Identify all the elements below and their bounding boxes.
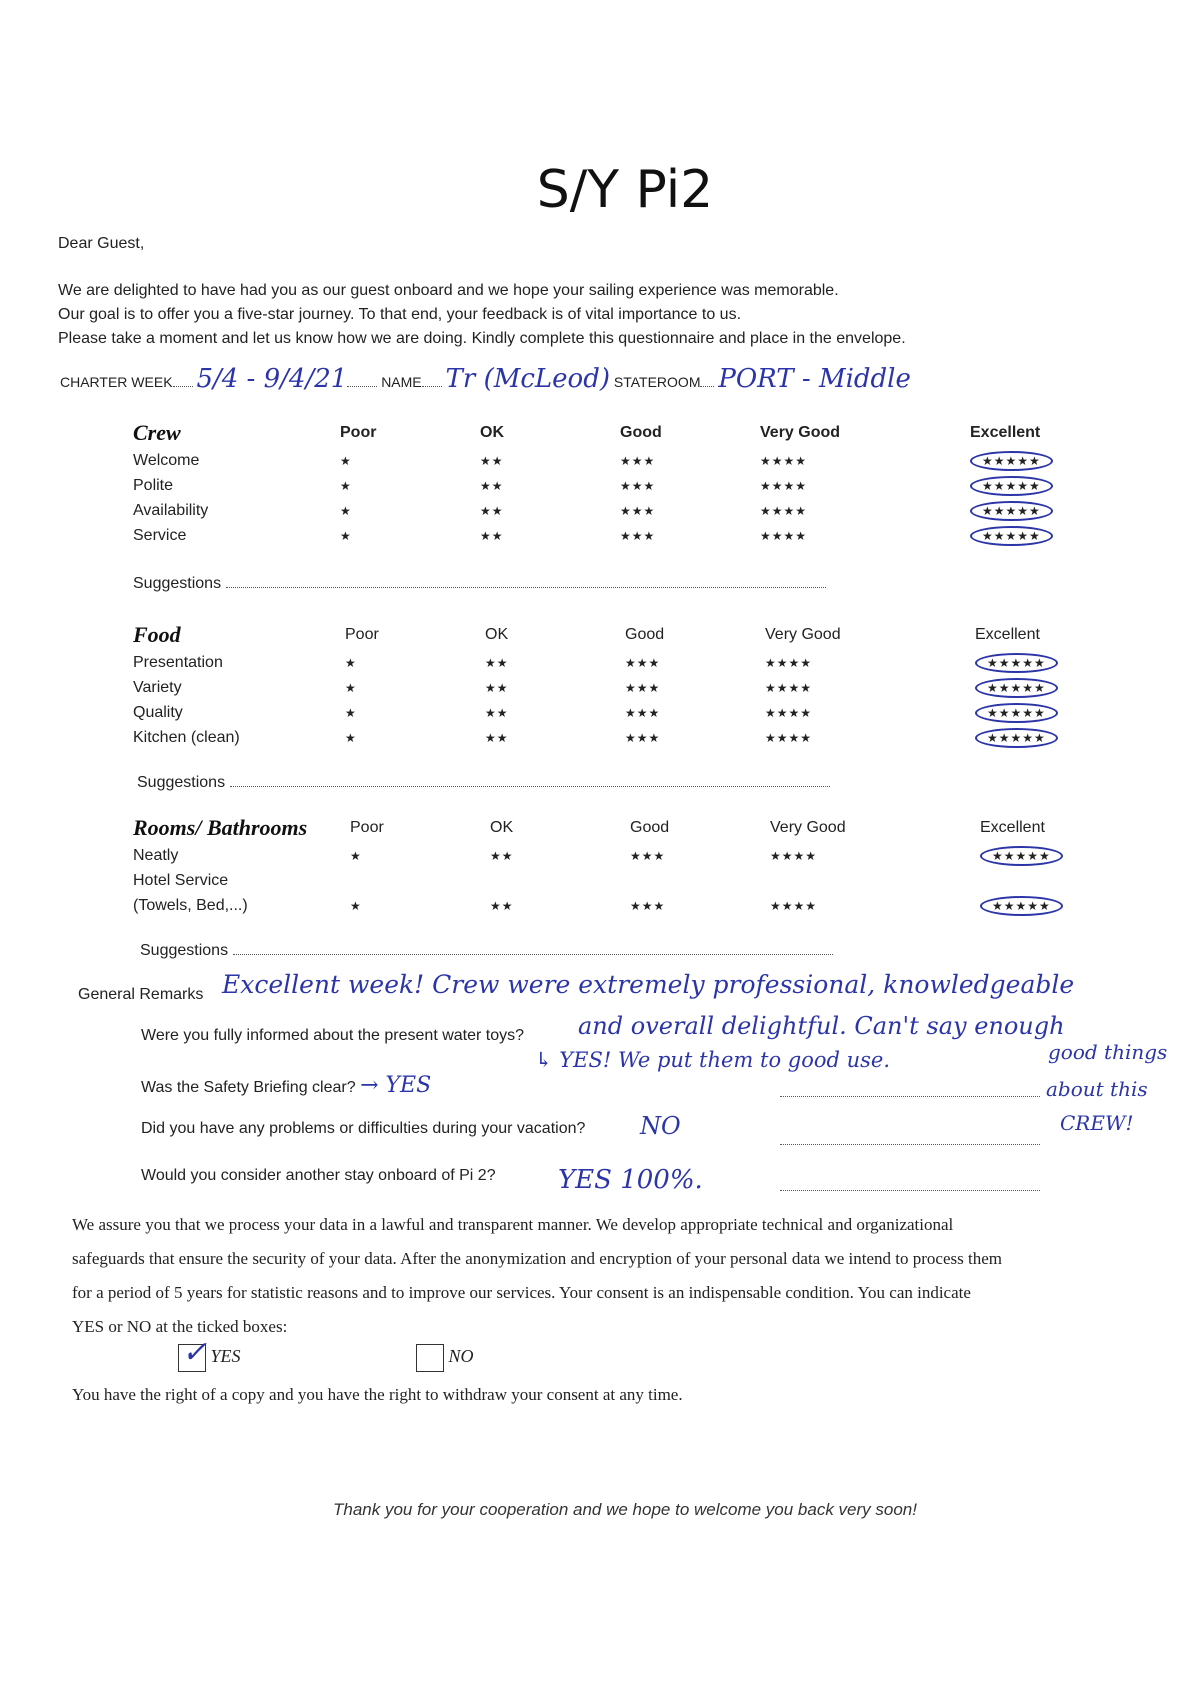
- row-label: Service: [133, 526, 187, 544]
- section-title-crew: Crew: [133, 420, 181, 445]
- table-row: [133, 868, 1083, 893]
- star-good[interactable]: ★★★: [625, 730, 661, 745]
- star-very-good[interactable]: ★★★★: [765, 705, 813, 720]
- letter-line-1: We are delighted to have had you as our guest onboard and we hope your sailing experience was memorable.: [58, 282, 839, 299]
- star-very-good[interactable]: ★★★★: [760, 453, 808, 468]
- greeting: Dear Guest,: [58, 235, 145, 252]
- footer-thanks: Thank you for your cooperation and we hope to welcome you back very soon!: [332, 1500, 917, 1519]
- dots: [173, 372, 193, 387]
- table-row: [133, 523, 1083, 548]
- yes-checkbox[interactable]: [178, 1336, 208, 1372]
- section-title-food: Food: [133, 622, 181, 647]
- col-good: Good: [630, 819, 670, 836]
- stateroom-label: STATEROOM: [613, 374, 701, 390]
- answer-line: [780, 1130, 1040, 1145]
- remarks-line-1[interactable]: Excellent week! Crew were extremely professional, knowledgeable: [222, 970, 1075, 999]
- star-ok[interactable]: ★★: [485, 705, 509, 720]
- star-good[interactable]: ★★★: [620, 503, 656, 518]
- table-row: [133, 650, 1083, 675]
- star-poor[interactable]: ★: [340, 453, 352, 468]
- suggestions-field[interactable]: [226, 573, 826, 588]
- remarks-line-3[interactable]: good things: [1048, 1040, 1168, 1064]
- col-ok: OK: [490, 819, 514, 836]
- remarks-line-4[interactable]: about this: [1046, 1077, 1148, 1101]
- star-poor[interactable]: ★: [340, 528, 352, 543]
- star-very-good[interactable]: ★★★★: [760, 528, 808, 543]
- rooms-suggestions: [140, 940, 833, 960]
- general-remarks-label: General Remarks: [78, 986, 204, 1003]
- star-good[interactable]: ★★★: [620, 453, 656, 468]
- section-title-rooms: Rooms/ Bathrooms: [133, 815, 308, 840]
- col-very-good: Very Good: [765, 626, 841, 643]
- star-poor[interactable]: ★: [350, 898, 362, 913]
- star-poor[interactable]: ★: [350, 848, 362, 863]
- name-value[interactable]: Tr (McLeod): [445, 364, 610, 394]
- star-very-good[interactable]: ★★★★: [760, 503, 808, 518]
- stateroom-value[interactable]: PORT - Middle: [718, 364, 911, 394]
- star-very-good[interactable]: ★★★★: [765, 655, 813, 670]
- answer-problems[interactable]: NO: [640, 1112, 681, 1140]
- question-safety-briefing: [141, 1073, 431, 1098]
- row-label: Hotel Service: [133, 871, 229, 889]
- question-problems: Did you have any problems or difficulties during your vacation?: [141, 1120, 586, 1137]
- star-good[interactable]: ★★★: [630, 848, 666, 863]
- table-row: [133, 700, 1083, 725]
- privacy-line-4: YES or NO at the ticked boxes:: [72, 1317, 288, 1336]
- no-label: NO: [448, 1346, 474, 1367]
- star-good[interactable]: ★★★: [625, 655, 661, 670]
- row-label: Welcome: [133, 451, 200, 469]
- col-good: Good: [625, 626, 665, 643]
- answer-line: [780, 1082, 1040, 1097]
- no-checkbox[interactable]: [416, 1344, 444, 1372]
- charter-week-value[interactable]: 5/4 - 9/4/21: [196, 364, 348, 394]
- info-row: [60, 364, 911, 394]
- charter-week-label: CHARTER WEEK: [60, 374, 173, 390]
- question-safety-text: Was the Safety Briefing clear?: [141, 1079, 356, 1096]
- star-very-good[interactable]: ★★★★: [760, 478, 808, 493]
- row-label: Availability: [133, 501, 209, 519]
- star-ok[interactable]: ★★: [490, 898, 514, 913]
- table-row: [133, 725, 1083, 750]
- star-poor[interactable]: ★: [345, 705, 357, 720]
- table-row: [133, 498, 1083, 523]
- col-ok: OK: [485, 626, 509, 643]
- name-label: NAME: [381, 374, 422, 390]
- privacy-line-1: We assure you that we process your data in a lawful and transparent manner. We develop appropriate technical and organizational: [72, 1215, 954, 1234]
- star-ok[interactable]: ★★: [485, 680, 509, 695]
- dots: [422, 372, 442, 387]
- suggestions-label: Suggestions: [140, 942, 229, 959]
- page-title: S/Y Pi2: [536, 160, 714, 220]
- answer-line: [780, 1176, 1040, 1191]
- crew-suggestions: [133, 573, 826, 593]
- rooms-rating-table: [133, 813, 1083, 918]
- letter-line-2: Our goal is to offer you a five-star journey. To that end, your feedback is of vital importance to us.: [58, 306, 742, 323]
- star-good[interactable]: ★★★: [630, 898, 666, 913]
- col-poor: Poor: [340, 424, 377, 441]
- star-excellent-selected[interactable]: ★★★★★: [975, 653, 1058, 673]
- letter-line-3: Please take a moment and let us know how we are doing. Kindly complete this questionnaire and place in the envelope.: [58, 330, 906, 347]
- table-row: [133, 675, 1083, 700]
- star-excellent-selected[interactable]: ★★★★★: [970, 501, 1053, 521]
- star-very-good[interactable]: ★★★★: [770, 848, 818, 863]
- food-suggestions: [137, 772, 830, 792]
- general-remarks: [78, 986, 203, 1004]
- star-ok[interactable]: ★★: [490, 848, 514, 863]
- table-row: [133, 448, 1083, 473]
- star-very-good[interactable]: ★★★★: [770, 898, 818, 913]
- star-ok[interactable]: ★★: [480, 528, 504, 543]
- table-row: [133, 893, 1083, 918]
- star-very-good[interactable]: ★★★★: [765, 680, 813, 695]
- star-ok[interactable]: ★★: [480, 453, 504, 468]
- row-label: Polite: [133, 476, 174, 494]
- privacy-line-2: safeguards that ensure the security of your data. After the anonymization and encryption of your personal data we intend to process them: [72, 1249, 1002, 1268]
- remarks-line-2[interactable]: and overall delightful. Can't say enough: [578, 1012, 1065, 1040]
- star-good[interactable]: ★★★: [620, 478, 656, 493]
- star-very-good[interactable]: ★★★★: [765, 730, 813, 745]
- remarks-line-5[interactable]: CREW!: [1060, 1111, 1134, 1135]
- star-good[interactable]: ★★★: [620, 528, 656, 543]
- row-label: Kitchen (clean): [133, 728, 240, 746]
- col-ok: OK: [480, 424, 504, 441]
- suggestions-label: Suggestions: [137, 774, 226, 791]
- privacy-line-3: for a period of 5 years for statistic reasons and to improve our services. Your consent is an indispensable condition. You can indicate: [72, 1283, 971, 1302]
- check-icon: ✓: [182, 1336, 208, 1369]
- col-excellent: Excellent: [970, 424, 1041, 441]
- star-good[interactable]: ★★★: [625, 705, 661, 720]
- row-label: Neatly: [133, 846, 179, 864]
- star-excellent-selected[interactable]: ★★★★★: [970, 476, 1053, 496]
- yes-label: YES: [210, 1346, 241, 1367]
- consent-no[interactable]: [416, 1344, 474, 1372]
- suggestions-field[interactable]: [233, 940, 833, 955]
- star-ok[interactable]: ★★: [480, 503, 504, 518]
- answer-water-toys[interactable]: ↳ YES! We put them to good use.: [535, 1048, 891, 1072]
- col-very-good: Very Good: [770, 819, 846, 836]
- col-excellent: Excellent: [975, 626, 1040, 643]
- row-label: Presentation: [133, 653, 223, 671]
- row-label: Quality: [133, 703, 183, 721]
- star-poor[interactable]: ★: [345, 655, 357, 670]
- star-poor[interactable]: ★: [345, 730, 357, 745]
- star-excellent-selected[interactable]: ★★★★★: [980, 846, 1063, 866]
- star-ok[interactable]: ★★: [480, 478, 504, 493]
- question-water-toys: Were you fully informed about the present water toys?: [141, 1027, 525, 1044]
- star-excellent-selected[interactable]: ★★★★★: [975, 678, 1058, 698]
- star-good[interactable]: ★★★: [625, 680, 661, 695]
- row-label: Variety: [133, 678, 182, 696]
- row-label: (Towels, Bed,...): [133, 896, 248, 914]
- dots: [700, 372, 714, 387]
- table-row: [133, 843, 1083, 868]
- col-poor: Poor: [345, 626, 379, 643]
- dots: [347, 372, 377, 387]
- star-poor[interactable]: ★: [340, 503, 352, 518]
- star-ok[interactable]: ★★: [485, 730, 509, 745]
- star-poor[interactable]: ★: [340, 478, 352, 493]
- crew-rating-table: [133, 418, 1083, 548]
- col-excellent: Excellent: [980, 819, 1045, 836]
- col-very-good: Very Good: [760, 424, 841, 441]
- star-excellent-selected[interactable]: ★★★★★: [975, 703, 1058, 723]
- star-excellent-selected[interactable]: ★★★★★: [970, 451, 1053, 471]
- consent-yes[interactable]: [178, 1336, 241, 1372]
- star-excellent-selected[interactable]: ★★★★★: [970, 526, 1053, 546]
- star-excellent-selected[interactable]: ★★★★★: [980, 896, 1063, 916]
- food-rating-table: [133, 620, 1083, 750]
- star-poor[interactable]: ★: [345, 680, 357, 695]
- col-good: Good: [620, 424, 662, 441]
- star-excellent-selected[interactable]: ★★★★★: [975, 728, 1058, 748]
- answer-another-stay[interactable]: YES 100%.: [558, 1165, 703, 1195]
- answer-safety-briefing[interactable]: → YES: [360, 1073, 432, 1098]
- suggestions-field[interactable]: [230, 772, 830, 787]
- col-poor: Poor: [350, 819, 384, 836]
- table-row: [133, 473, 1083, 498]
- rights-text: You have the right of a copy and you have the right to withdraw your consent at any time.: [72, 1385, 683, 1404]
- star-ok[interactable]: ★★: [485, 655, 509, 670]
- question-another-stay: Would you consider another stay onboard of Pi 2?: [141, 1167, 496, 1184]
- suggestions-label: Suggestions: [133, 575, 222, 592]
